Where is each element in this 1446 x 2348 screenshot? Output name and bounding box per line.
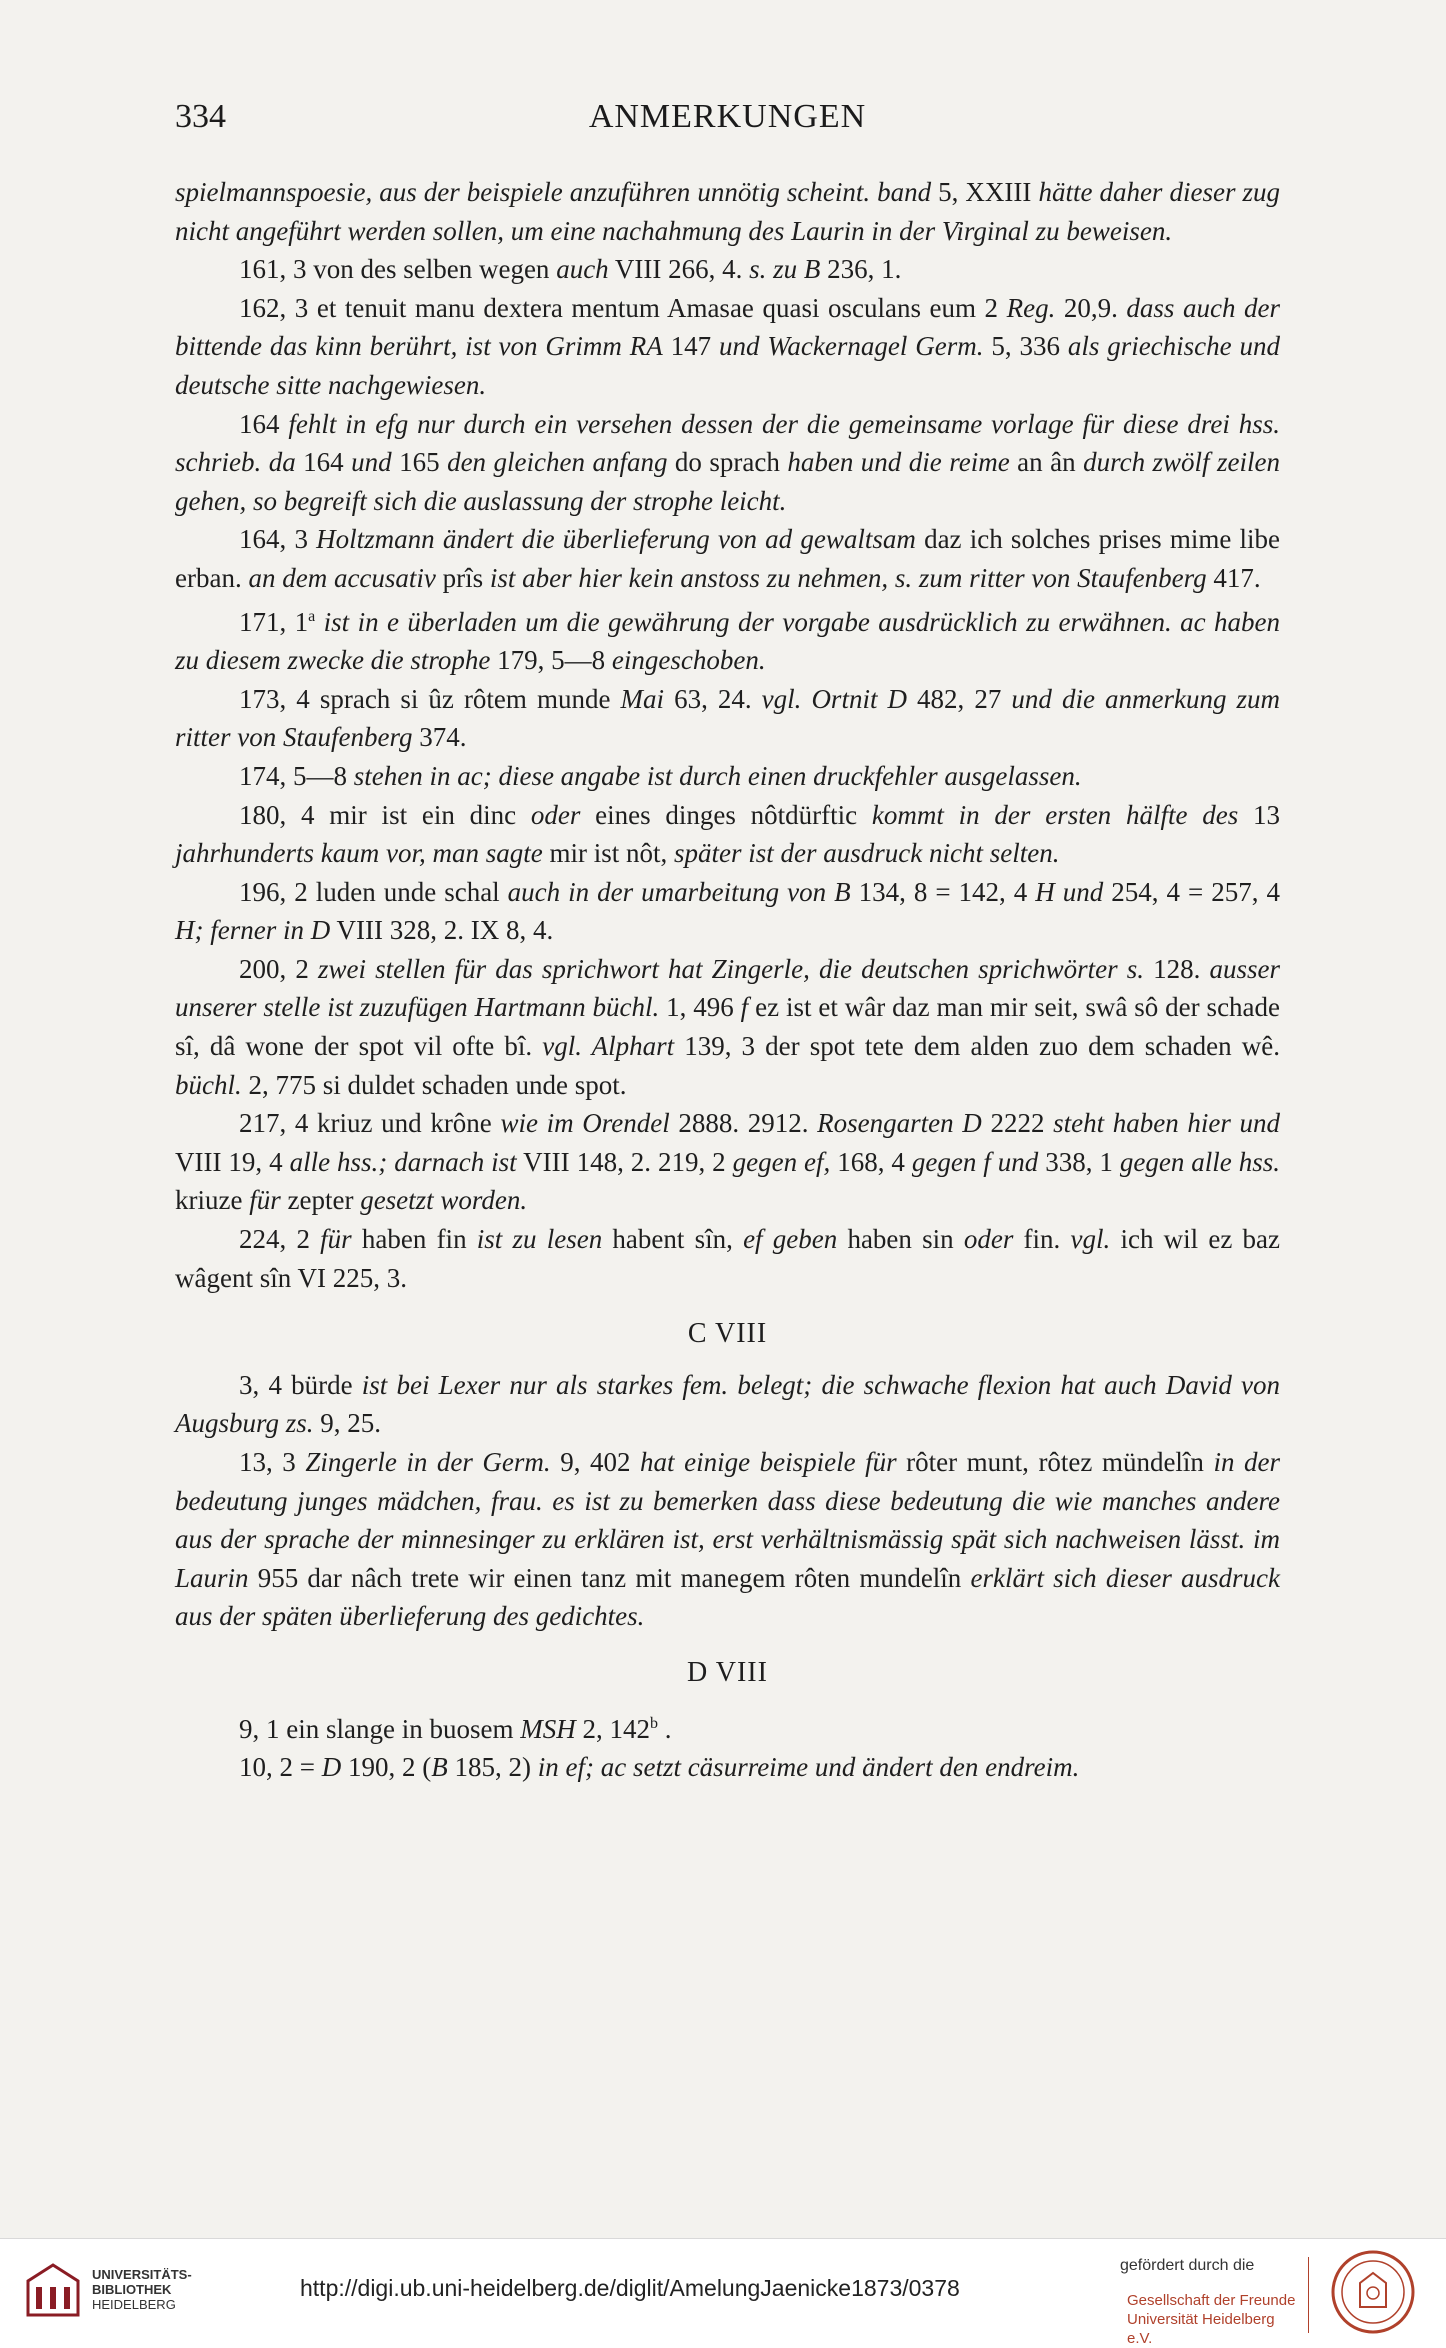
- roman-text: 9, 1 ein slange in buosem: [239, 1713, 521, 1744]
- italic-text: auch in der umarbeitung von B: [507, 876, 851, 907]
- italic-text: Rosengarten D: [817, 1108, 982, 1139]
- university-seal-icon: [1330, 2249, 1416, 2335]
- roman-text: 161, 3 von des selben wegen: [239, 254, 557, 285]
- italic-text: haben und die reime: [787, 447, 1010, 478]
- roman-text: 5, XXIII: [931, 177, 1039, 207]
- roman-text: 173, 4 sprach si ûz rôtem munde: [239, 683, 621, 714]
- roman-text: 13, 3: [239, 1447, 306, 1477]
- italic-text: vgl. Ortnit D: [761, 683, 907, 714]
- roman-text: habent sîn,: [602, 1224, 744, 1255]
- roman-text: 9, 402: [550, 1447, 641, 1477]
- superscript-text: a: [308, 607, 316, 625]
- paragraph: [175, 250, 1280, 289]
- italic-text: H; ferner in D: [175, 915, 331, 946]
- italic-text: ist zu lesen: [476, 1224, 603, 1255]
- roman-text: 236, 1.: [820, 254, 902, 285]
- roman-text: rôter munt, rôtez mündelîn: [896, 1447, 1214, 1477]
- italic-text: oder: [530, 799, 581, 830]
- roman-text: [315, 607, 323, 637]
- italic-text: jahrhunderts kaum vor, man sagte: [175, 838, 543, 869]
- paragraph: [175, 173, 1280, 250]
- paragraph: [175, 680, 1280, 757]
- italic-text: dass auch der bittende das kinn berührt, ist von Grimm RA: [175, 292, 1280, 362]
- italic-text: ist aber hier kein anstoss zu nehmen, s. zum ritter von Staufenberg: [489, 562, 1207, 593]
- paragraph: [175, 1705, 1280, 1749]
- paragraph: [175, 1443, 1280, 1636]
- italic-text: gegen alle hss.: [1119, 1146, 1280, 1177]
- italic-text: alle hss.; darnach ist: [289, 1146, 517, 1177]
- italic-text: gegen ef,: [732, 1146, 831, 1177]
- roman-text: 2888. 2912.: [669, 1108, 818, 1139]
- footer-divider: [1308, 2257, 1309, 2333]
- roman-text: 147: [662, 331, 720, 362]
- italic-text: und: [351, 447, 392, 478]
- italic-text: stehen in ac; diese angabe ist durch einen druckfehler ausgelassen.: [353, 760, 1082, 791]
- italic-text: B: [431, 1752, 448, 1783]
- italic-text: später ist der ausdruck nicht selten.: [674, 838, 1060, 869]
- italic-text: zwei stellen für das sprichwort hat Zingerle, die deutschen sprichwörter s.: [317, 953, 1145, 984]
- roman-text: 190, 2 (: [341, 1752, 432, 1783]
- italic-text: Holtzmann ändert die überlieferung von ad gewaltsam: [316, 524, 916, 555]
- roman-text: mir ist nôt,: [542, 838, 675, 869]
- page-number: 334: [175, 98, 226, 135]
- italic-text: durch zwölf zeilen gehen, so begreift sich die auslassung der strophe leicht.: [175, 447, 1281, 516]
- roman-text: 134, 8 = 142, 4: [850, 876, 1036, 907]
- paragraph: [175, 405, 1280, 521]
- paragraph: [175, 520, 1280, 597]
- italic-text: H und: [1035, 876, 1104, 907]
- italic-text: für: [320, 1224, 352, 1255]
- roman-text: 164, 3: [239, 524, 317, 555]
- paragraph: [175, 1104, 1280, 1220]
- paragraph: [175, 289, 1280, 405]
- library-logo-icon: [22, 2259, 84, 2321]
- roman-text: 10, 2 =: [239, 1752, 322, 1783]
- italic-text: an dem accusativ: [248, 562, 436, 593]
- roman-text: an ân: [1009, 447, 1084, 478]
- library-name-line: HEIDELBERG: [92, 2297, 176, 2312]
- library-name-line: BIBLIOTHEK: [92, 2282, 172, 2297]
- paragraph: [175, 757, 1280, 796]
- body-text: [175, 173, 1280, 1787]
- roman-text: VIII 19, 4: [175, 1146, 290, 1177]
- roman-text: zepter: [280, 1185, 361, 1216]
- italic-text: ausser unserer stelle ist zuzufügen Hartmann büchl.: [175, 953, 1280, 1023]
- roman-text: 200, 2: [239, 953, 318, 984]
- roman-text: 13: [1238, 799, 1280, 830]
- roman-text: 374.: [412, 722, 467, 753]
- roman-text: 128.: [1144, 953, 1210, 984]
- roman-text: 165: [391, 447, 448, 478]
- italic-text: eingeschoben.: [611, 645, 766, 676]
- italic-text: kommt in der ersten hälfte des: [871, 799, 1239, 830]
- roman-text: 180, 4 mir ist ein dinc: [239, 799, 531, 830]
- italic-text: steht haben hier und: [1053, 1108, 1281, 1139]
- italic-text: MSH: [520, 1713, 576, 1744]
- roman-text: daz ich solches prises mime libe erban.: [175, 524, 1281, 593]
- roman-text: do sprach: [667, 447, 788, 478]
- italic-text: gesetzt worden.: [360, 1185, 528, 1216]
- roman-text: 20,9.: [1055, 292, 1127, 323]
- italic-text: ist in e überladen um die gewährung der vorgabe ausdrücklich zu erwähnen. ac haben zu diesem zwecke die strophe: [175, 606, 1280, 676]
- italic-text: hätte daher dieser zug nicht angeführt werden sollen, um eine nachahmung des Laurin in der Virginal zu beweisen.: [175, 177, 1280, 246]
- roman-text: 139, 3 der spot tete dem alden zuo dem schaden wê.: [674, 1031, 1280, 1062]
- roman-text: 338, 1: [1038, 1146, 1120, 1177]
- italic-text: Mai: [620, 683, 665, 714]
- italic-text: erklärt sich dieser ausdruck aus der späten überlieferung des gedichtes.: [175, 1562, 1280, 1632]
- library-name: [92, 2267, 232, 2312]
- roman-text: ich wil ez baz wâgent sîn VI 225, 3.: [175, 1224, 1281, 1293]
- italic-text: und Wackernagel Germ.: [719, 331, 984, 362]
- italic-text: fehlt in efg nur durch ein versehen dessen der die gemeinsame vorlage für diese drei hss. schrieb. da: [175, 408, 1280, 478]
- roman-text: 5, 336: [983, 331, 1068, 362]
- italic-text: ef geben: [743, 1224, 838, 1255]
- roman-text: 3, 4 bürde: [239, 1369, 362, 1400]
- roman-text: 174, 5—8: [239, 760, 354, 791]
- roman-text: 179, 5—8: [490, 645, 612, 676]
- italic-text: spielmannspoesie, aus der beispiele anzuführen unnötig scheint. band: [175, 177, 932, 207]
- roman-text: 254, 4 = 257, 4: [1103, 876, 1280, 907]
- italic-text: s. zu B: [749, 254, 821, 285]
- roman-text: fin.: [1013, 1224, 1071, 1255]
- italic-text: D: [321, 1752, 342, 1783]
- italic-text: vgl.: [1070, 1224, 1111, 1255]
- italic-text: gegen f und: [911, 1146, 1039, 1177]
- society-name-line: Universität Heidelberg e.V.: [1127, 2311, 1275, 2347]
- paragraph: [175, 598, 1280, 680]
- society-name: [1127, 2291, 1302, 2348]
- section-heading-c-viii: C VIII: [687, 1318, 768, 1350]
- roman-text: 196, 2 luden unde schal: [239, 876, 508, 907]
- roman-text: VIII 148, 2. 219, 2: [516, 1146, 733, 1177]
- library-name-line: UNIVERSITÄTS-: [92, 2267, 192, 2282]
- paragraph: [175, 873, 1280, 950]
- roman-text: 224, 2: [239, 1224, 321, 1255]
- roman-text: 482, 27: [907, 683, 1012, 714]
- roman-text: 9, 25.: [313, 1408, 382, 1439]
- italic-text: büchl.: [175, 1069, 242, 1100]
- running-title: ANMERKUNGEN: [588, 98, 867, 135]
- italic-text: Reg.: [1006, 292, 1056, 323]
- paragraph: [175, 1366, 1280, 1443]
- italic-text: f: [740, 992, 749, 1023]
- italic-text: oder: [963, 1224, 1014, 1255]
- roman-text: haben sin: [837, 1224, 964, 1255]
- roman-text: 63, 24.: [664, 683, 762, 714]
- roman-text: ez ist et wâr daz man mir seit, swâ sô der schade sî, dâ wone der spot vil ofte bî.: [175, 992, 1281, 1062]
- paragraph: [175, 950, 1280, 1104]
- roman-text: 955 dar nâch trete wir einen tanz mit manegem rôten mundelîn: [248, 1562, 971, 1593]
- italic-text: in ef; ac setzt cäsurreime und ändert den endreim.: [537, 1752, 1080, 1783]
- italic-text: auch: [556, 254, 609, 285]
- roman-text: 164: [239, 408, 289, 439]
- superscript-text: b: [649, 1714, 658, 1732]
- permalink-link[interactable]: http://digi.ub.uni-heidelberg.de/diglit/AmelungJaenicke1873/0378: [300, 2275, 960, 2301]
- italic-text: vgl. Alphart: [542, 1031, 675, 1062]
- roman-text: 164: [295, 447, 352, 478]
- paragraph: [175, 1748, 1280, 1787]
- italic-text: hat einige beispiele für: [640, 1447, 897, 1477]
- roman-text: 417.: [1206, 562, 1261, 593]
- roman-text: 185, 2): [447, 1752, 538, 1783]
- roman-text: 217, 4 kriuz und krône: [239, 1108, 501, 1139]
- paragraph: [175, 1220, 1280, 1297]
- italic-text: für: [249, 1185, 281, 1216]
- italic-text: ist bei Lexer nur als starkes fem. belegt; die schwache flexion hat auch David von Augsburg zs.: [175, 1369, 1280, 1439]
- roman-text: VIII 266, 4.: [608, 254, 750, 285]
- roman-text: kriuze: [175, 1185, 250, 1216]
- italic-text: wie im Orendel: [500, 1108, 670, 1139]
- roman-text: 2, 142: [575, 1713, 650, 1744]
- roman-text: 2222: [981, 1108, 1054, 1139]
- society-name-line: Gesellschaft der Freunde: [1127, 2292, 1296, 2309]
- roman-text: 1, 496: [659, 992, 741, 1023]
- viewer-footer: [0, 2238, 1446, 2347]
- italic-text: in der bedeutung junges mädchen, frau. es ist zu bemerken dass diese bedeutung die wie manches andere aus der sprache der minnesinger zu erklären ist, erst verhältnismässig spät sich nachweisen lässt. im Laurin: [175, 1447, 1280, 1593]
- roman-text: 2, 775 si duldet schaden unde spot.: [241, 1069, 627, 1100]
- section-heading-d-viii: D VIII: [687, 1656, 768, 1688]
- roman-text: 162, 3 et tenuit manu dextera mentum Amasae quasi osculans eum 2: [239, 292, 1007, 323]
- roman-text: haben fin: [351, 1224, 477, 1255]
- roman-text: eines dinges nôtdürftic: [580, 799, 872, 830]
- italic-text: Zingerle in der Germ.: [305, 1447, 551, 1477]
- italic-text: als griechische und deutsche sitte nachgewiesen.: [175, 331, 1281, 400]
- roman-text: prîs: [435, 562, 490, 593]
- italic-text: den gleichen anfang: [447, 447, 668, 478]
- roman-text: 168, 4: [830, 1146, 912, 1177]
- paragraph: [175, 796, 1280, 873]
- roman-text: .: [657, 1713, 672, 1744]
- roman-text: VIII 328, 2. IX 8, 4.: [330, 915, 554, 946]
- roman-text: 171, 1: [239, 606, 309, 637]
- page-header: [175, 98, 1280, 138]
- italic-text: und die anmerkung zum ritter von Staufenberg: [175, 683, 1280, 753]
- funding-label: gefördert durch die: [1120, 2257, 1255, 2274]
